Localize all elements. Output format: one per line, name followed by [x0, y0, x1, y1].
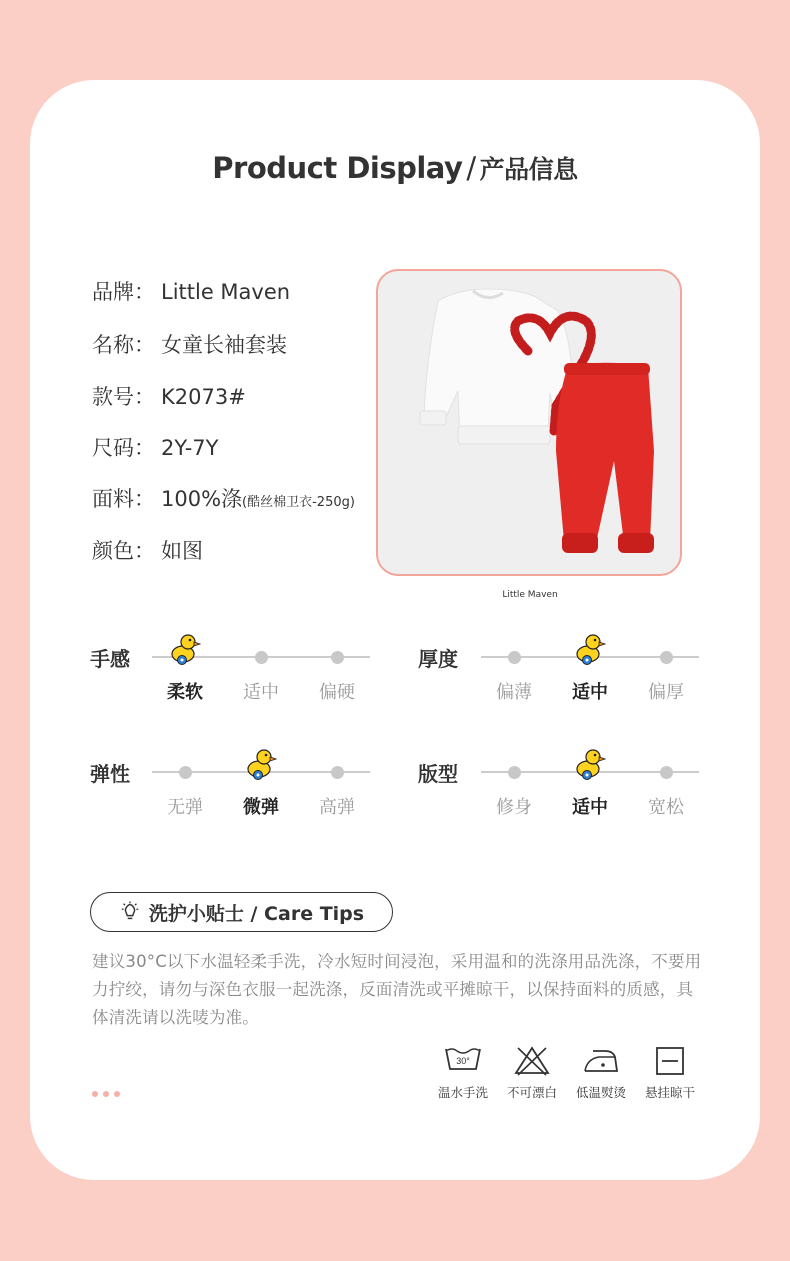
slider-dot	[255, 651, 268, 664]
spec-style-no	[92, 381, 246, 411]
care-item-no-bleach	[499, 1045, 565, 1101]
title-cn: 产品信息	[479, 155, 578, 184]
spec-size	[92, 432, 218, 462]
page-title	[0, 150, 790, 186]
duck-marker-icon	[245, 747, 277, 781]
slider-label: 版型	[418, 762, 458, 786]
care-item-low-iron	[568, 1045, 634, 1101]
spec-value: 100%涤	[161, 487, 243, 511]
slider-label: 厚度	[418, 647, 458, 671]
care-tips-heading	[90, 892, 393, 932]
spec-label: 品牌：	[92, 280, 155, 304]
slider-dot	[660, 766, 673, 779]
care-tips-title: 洗护小贴士 / Care Tips	[148, 902, 365, 925]
page-indicator	[92, 1091, 120, 1097]
spec-label: 颜色：	[92, 539, 155, 563]
spec-color	[92, 535, 203, 565]
spec-label: 名称：	[92, 333, 155, 357]
wash-temp: 30°	[456, 1056, 470, 1066]
indicator-dot	[92, 1091, 98, 1097]
duck-marker-icon	[574, 747, 606, 781]
photo-caption: Little Maven	[502, 590, 558, 600]
hand-wash-30-icon	[443, 1045, 483, 1077]
duck-marker-icon	[169, 632, 201, 666]
slider-option: 微弹	[243, 797, 279, 818]
slider-option: 适中	[572, 797, 608, 818]
spec-value: 2Y-7Y	[161, 436, 219, 460]
dry-flat-icon	[650, 1045, 690, 1077]
spec-brand	[92, 276, 290, 306]
slider-option: 高弹	[319, 797, 355, 818]
slider-dot	[508, 651, 521, 664]
slider-option: 宽松	[648, 797, 684, 818]
spec-fabric	[92, 483, 355, 513]
spec-label: 面料：	[92, 487, 155, 511]
spec-note: (酷丝棉卫衣-250g)	[242, 495, 355, 510]
slider-option: 偏厚	[648, 682, 684, 703]
care-label: 低温熨烫	[575, 1085, 626, 1100]
title-separator: /	[466, 151, 476, 185]
lightbulb-icon	[119, 901, 141, 923]
slider-option: 修身	[496, 797, 532, 818]
slider-option: 适中	[243, 682, 279, 703]
slider-dot	[331, 766, 344, 779]
product-photo	[376, 269, 682, 576]
slider-option: 偏硬	[319, 682, 355, 703]
care-item-dry	[637, 1045, 703, 1101]
care-label: 温水手洗	[437, 1085, 488, 1100]
spec-name	[92, 329, 287, 359]
outfit-illustration	[378, 271, 682, 576]
care-label: 不可漂白	[506, 1085, 557, 1100]
slider-option: 偏薄	[496, 682, 532, 703]
slider-dot	[179, 766, 192, 779]
care-tips-text: 建议30°C以下水温轻柔手洗，冷水短时间浸泡，采用温和的洗涤用品洗涤，不要用力拧绞，请勿与深色衣服一起洗涤，反面清洗或平摊晾干，以保持面料的质感，具体清洗请以洗唛为准。	[92, 952, 702, 1027]
spec-value: 如图	[161, 539, 203, 563]
slider-option: 柔软	[167, 682, 203, 703]
indicator-dot	[103, 1091, 109, 1097]
spec-label: 款号：	[92, 385, 155, 409]
slider-option: 无弹	[167, 797, 203, 818]
duck-marker-icon	[574, 632, 606, 666]
title-en: Product Display	[212, 151, 463, 185]
slider-dot	[508, 766, 521, 779]
indicator-dot	[114, 1091, 120, 1097]
low-iron-icon	[581, 1045, 621, 1077]
slider-dot	[660, 651, 673, 664]
spec-value: 女童长袖套装	[161, 333, 287, 357]
spec-label: 尺码：	[92, 436, 155, 460]
spec-value: Little Maven	[161, 280, 291, 304]
slider-dot	[331, 651, 344, 664]
no-bleach-icon	[512, 1045, 552, 1077]
spec-value: K2073#	[161, 385, 246, 409]
care-item-handwash	[430, 1045, 496, 1101]
care-label: 悬挂晾干	[644, 1085, 695, 1100]
slider-label: 手感	[90, 647, 130, 671]
slider-option: 适中	[572, 682, 608, 703]
slider-label: 弹性	[90, 762, 130, 786]
